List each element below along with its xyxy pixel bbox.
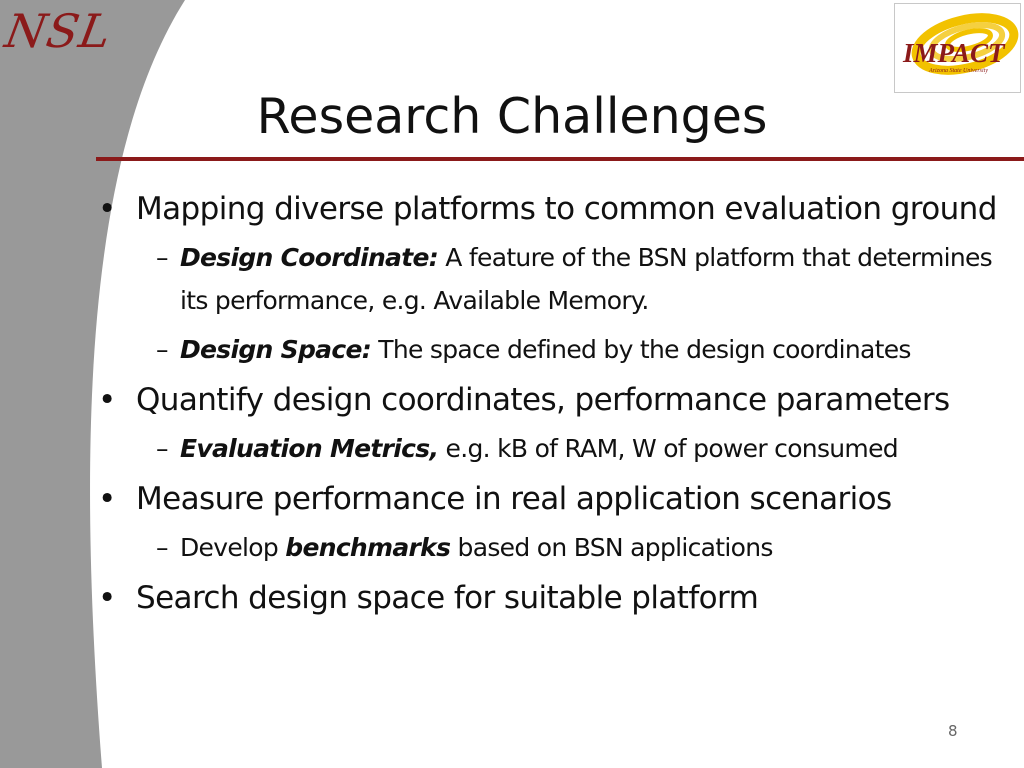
sub-bullet-term: Design Coordinate: — [180, 243, 439, 272]
bullet-item — [96, 575, 1020, 621]
sub-bullet-text-after: based on BSN applications — [450, 533, 773, 562]
sub-bullet-item — [136, 526, 1020, 569]
bullet-item — [96, 377, 1020, 423]
dash-marker: – — [156, 243, 168, 272]
bullet-list — [96, 186, 1020, 625]
dash-marker: – — [156, 434, 168, 463]
bullet-item — [96, 186, 1020, 232]
sub-bullet-item — [136, 236, 1020, 322]
sub-bullet-text-before: Develop — [180, 533, 286, 562]
bullet-marker: • — [98, 382, 116, 418]
title-divider — [96, 157, 1024, 161]
impact-logo-subtext: Arizona State University — [929, 68, 988, 74]
sub-bullet-item — [136, 328, 1020, 371]
sub-bullet-text: The space defined by the design coordinates — [371, 335, 911, 364]
impact-logo-graphic — [895, 4, 1020, 92]
sub-bullet-text: A feature of the BSN platform that determines its performance, e.g. Available Memory. — [180, 243, 992, 315]
bullet-text: Search design space for suitable platform — [136, 580, 759, 616]
dash-marker: – — [156, 335, 168, 364]
nsl-logo: NSL — [1, 4, 117, 58]
bullet-text: Mapping diverse platforms to common evaluation ground — [136, 191, 997, 227]
sub-bullet-item — [136, 427, 1020, 470]
sub-bullet-text: e.g. kB of RAM, W of power consumed — [438, 434, 898, 463]
slide-title: Research Challenges — [256, 88, 768, 145]
sub-bullet-term: benchmarks — [285, 533, 451, 562]
impact-logo — [894, 3, 1021, 93]
bullet-item — [96, 476, 1020, 522]
bullet-text: Quantify design coordinates, performance parameters — [136, 382, 950, 418]
page-number: 8 — [948, 722, 958, 740]
dash-marker: – — [156, 533, 168, 562]
bullet-marker: • — [98, 481, 116, 517]
bullet-marker: • — [98, 580, 116, 616]
sub-bullet-term: Evaluation Metrics, — [180, 434, 439, 463]
sub-bullet-term: Design Space: — [180, 335, 371, 364]
bullet-marker: • — [98, 191, 116, 227]
bullet-text: Measure performance in real application scenarios — [136, 481, 892, 517]
impact-logo-text: IMPACT — [903, 38, 1005, 68]
